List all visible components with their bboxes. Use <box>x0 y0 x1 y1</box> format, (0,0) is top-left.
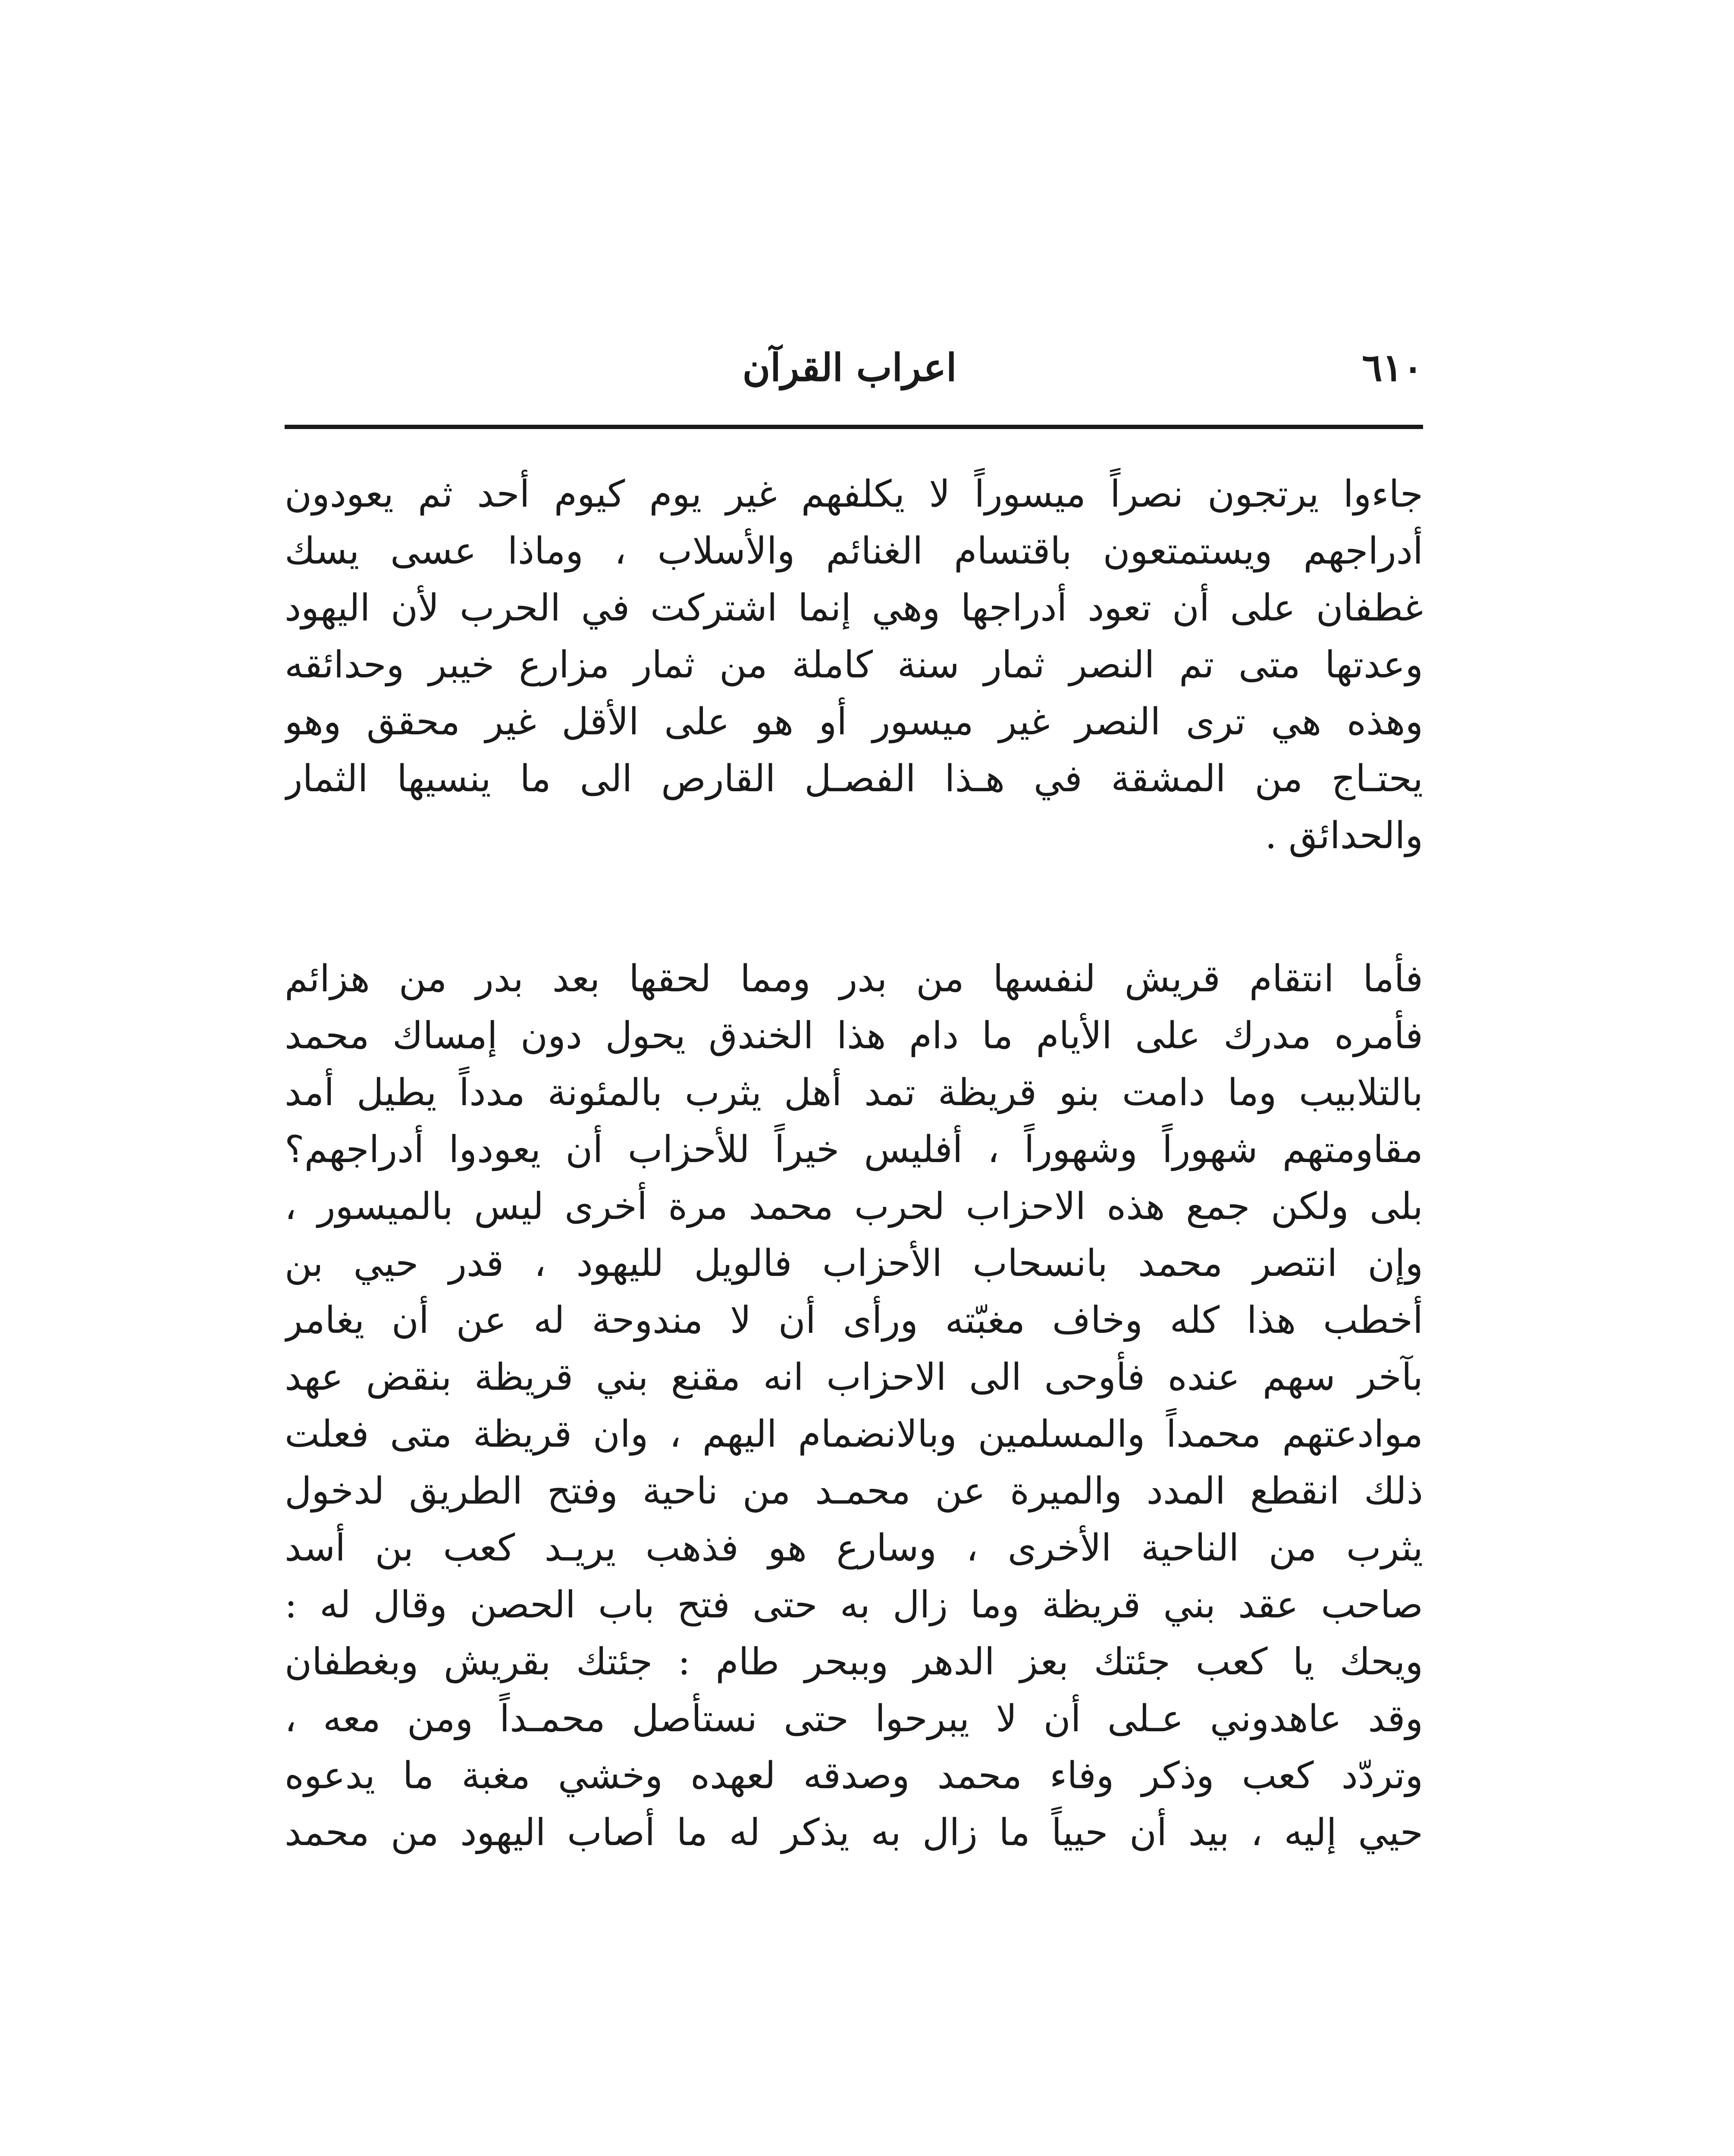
page-header <box>285 336 1423 405</box>
text-line: وإن انتصر محمد بانسحاب الأحزاب فالويل لليهود ، قدر حيي بن <box>285 1242 1423 1285</box>
page-number: ٦١٠ <box>1362 345 1423 390</box>
text-line: وتردّد كعب وذكر وفاء محمد وصدقه لعهده وخشي مغبة ما يدعوه <box>285 1754 1423 1797</box>
text-line: صاحب عقد بني قريظة وما زال به حتى فتح باب الحصن وقال له : <box>285 1583 1423 1626</box>
text-line: حيي إليه ، بيد أن حيياً ما زال به يذكر له ما أصاب اليهود من محمد <box>285 1811 1423 1854</box>
header-rule <box>285 425 1423 429</box>
text-line: يحتـاج من المشقة في هـذا الفصـل القارص الى ما ينسيها الثمار <box>285 757 1423 800</box>
text-line: ذلك انقطع المدد والميرة عن محمـد من ناحية وفتح الطريق لدخول <box>285 1470 1423 1513</box>
text-line: والحدائق . <box>1265 814 1423 857</box>
text-line: وقد عاهدوني عـلى أن لا يبرحوا حتى نستأصل محمـداً ومن معه ، <box>285 1697 1423 1740</box>
text-line: فأمره مدرك على الأيام ما دام هذا الخندق يحول دون إمساك محمد <box>285 1014 1423 1057</box>
text-line: غطفان على أن تعود أدراجها وهي إنما اشتركت في الحرب لأن اليهود <box>285 586 1423 630</box>
text-line: أدراجهم ويستمتعون باقتسام الغنائم والأسلاب ، وماذا عسى يسك <box>285 530 1423 573</box>
paragraph-gap <box>285 864 1423 950</box>
text-line: جاءوا يرتجون نصراً ميسوراً لا يكلفهم غير يوم كيوم أحد ثم يعودون <box>285 473 1423 516</box>
paragraph-1 <box>285 466 1423 864</box>
text-line: يثرب من الناحية الأخرى ، وسارع هو فذهب يريـد كعب بن أسد <box>285 1526 1423 1570</box>
text-line: موادعتهم محمداً والمسلمين وبالانضمام اليهم ، وان قريظة متى فعلت <box>285 1413 1423 1456</box>
body-text <box>285 466 1423 1861</box>
text-line: وهذه هي ترى النصر غير ميسور أو هو على الأقل غير محقق وهو <box>285 700 1423 743</box>
paragraph-2 <box>285 950 1423 1861</box>
running-title: اعراب القرآن <box>742 345 957 390</box>
text-line: فأما انتقام قريش لنفسها من بدر ومما لحقها بعد بدر من هزائم <box>285 957 1423 1000</box>
text-line: ويحك يا كعب جئتك بعز الدهر وببحر طام : جئتك بقريش وبغطفان <box>285 1640 1423 1683</box>
text-line: مقاومتهم شهوراً وشهوراً ، أفليس خيراً للأحزاب أن يعودوا أدراجهم؟ <box>285 1128 1423 1171</box>
text-line: بآخر سهم عنده فأوحى الى الاحزاب انه مقنع بني قريظة بنقض عهد <box>285 1356 1423 1399</box>
text-line: بالتلابيب وما دامت بنو قريظة تمد أهل يثرب بالمئونة مدداً يطيل أمد <box>285 1071 1423 1114</box>
text-line: بلى ولكن جمع هذه الاحزاب لحرب محمد مرة أخرى ليس بالميسور ، <box>285 1185 1423 1228</box>
text-line: وعدتها متى تم النصر ثمار سنة كاملة من ثمار مزارع خيبر وحدائقه <box>285 643 1423 686</box>
text-line: أخطب هذا كله وخاف مغبّته ورأى أن لا مندوحة له عن أن يغامر <box>285 1299 1423 1342</box>
